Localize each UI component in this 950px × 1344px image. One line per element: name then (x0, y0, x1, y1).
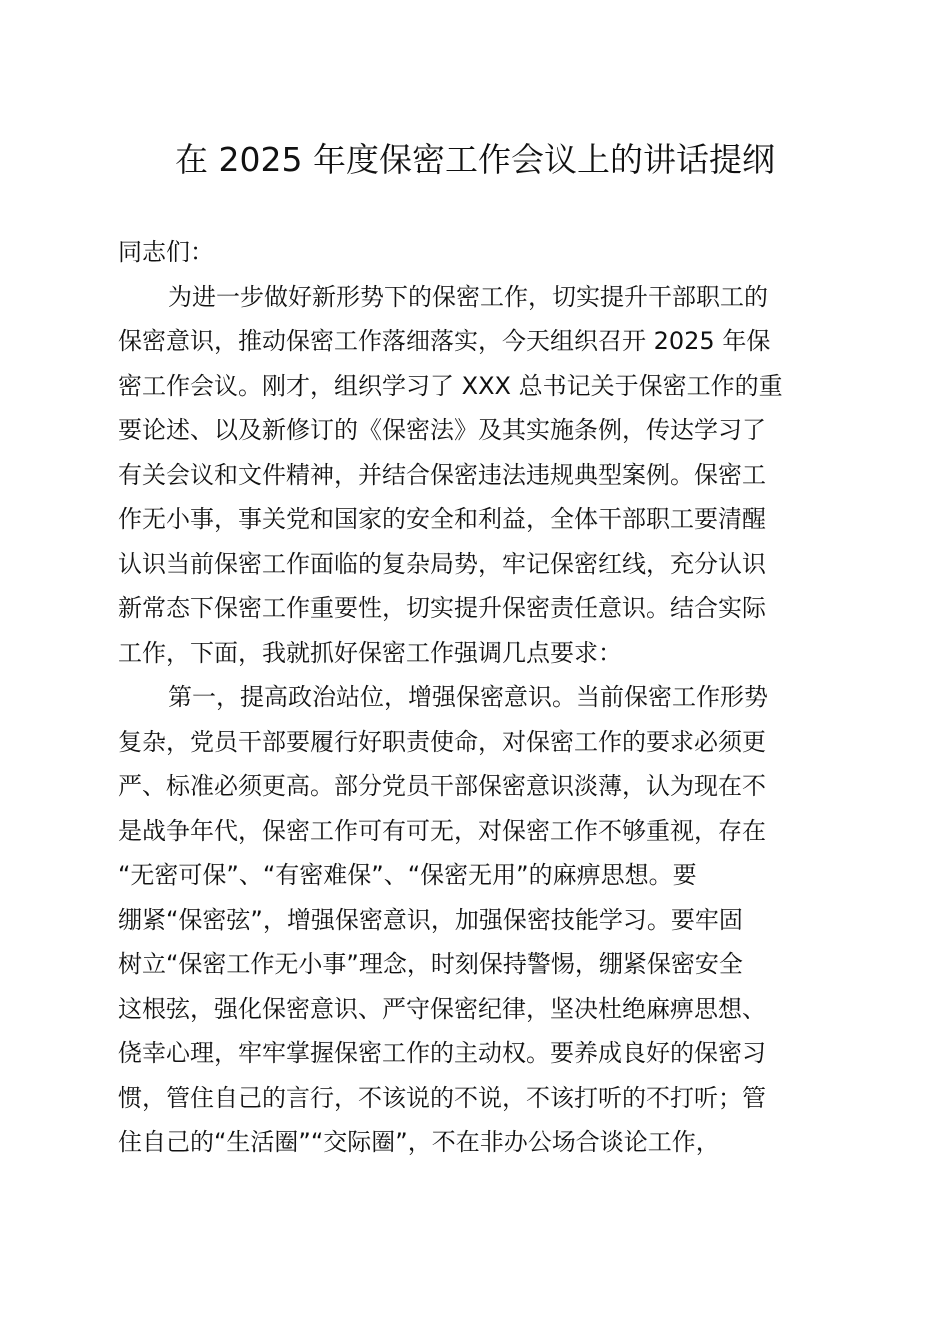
paragraph-line: 第一，提高政治站位，增强保密意识。当前保密工作形势 (168, 683, 768, 711)
paragraph-line: 工作，下面，我就抓好保密工作强调几点要求： (118, 638, 622, 667)
paragraph-line: 树立“保密工作无小事”理念，时刻保持警惕，绷紧保密安全 (118, 950, 743, 978)
paragraph-line: 要论述、以及新修订的《保密法》及其实施条例，传达学习了 (118, 416, 766, 444)
paragraph-line: 复杂，党员干部要履行好职责使命，对保密工作的要求必须更 (118, 727, 766, 756)
salutation: 同志们： (118, 238, 214, 266)
document-body (118, 230, 830, 1165)
document-title: 在 2025 年度保密工作会议上的讲话提纲 (175, 140, 775, 179)
paragraph-intro (118, 275, 830, 676)
paragraph-line: 为进一步做好新形势下的保密工作，切实提升干部职工的 (168, 282, 768, 311)
paragraph-line: 密工作会议。刚才，组织学习了 XXX 总书记关于保密工作的重 (118, 371, 783, 400)
paragraph-line: 新常态下保密工作重要性，切实提升保密责任意识。结合实际 (118, 594, 766, 622)
paragraph-line: 保密意识，推动保密工作落细落实，今天组织召开 2025 年保 (118, 327, 771, 355)
paragraph-line: “无密可保”、“有密难保”、“保密无用”的麻痹思想。要 (118, 861, 697, 889)
paragraph-line: 惯，管住自己的言行，不该说的不说，不该打听的不打听；管 (118, 1083, 766, 1112)
paragraph-line: 是战争年代，保密工作可有可无，对保密工作不够重视，存在 (118, 816, 766, 845)
paragraph-line: 严、标准必须更高。部分党员干部保密意识淡薄，认为现在不 (118, 772, 766, 800)
paragraph-line: 有关会议和文件精神，并结合保密违法违规典型案例。保密工 (118, 460, 766, 489)
paragraph-line: 绷紧“保密弦”，增强保密意识，加强保密技能学习。要牢固 (118, 905, 743, 934)
paragraph-first-point (118, 675, 830, 1165)
paragraph-line: 认识当前保密工作面临的复杂局势，牢记保密红线，充分认识 (118, 549, 766, 578)
paragraph-line: 侥幸心理，牢牢掌握保密工作的主动权。要养成良好的保密习 (118, 1039, 766, 1067)
paragraph-line: 住自己的“生活圈”“交际圈”，不在非办公场合谈论工作， (118, 1128, 720, 1156)
paragraph-line: 这根弦，强化保密意识、严守保密纪律，坚决杜绝麻痹思想、 (118, 994, 766, 1023)
paragraph-line: 作无小事，事关党和国家的安全和利益，全体干部职工要清醒 (118, 505, 766, 533)
